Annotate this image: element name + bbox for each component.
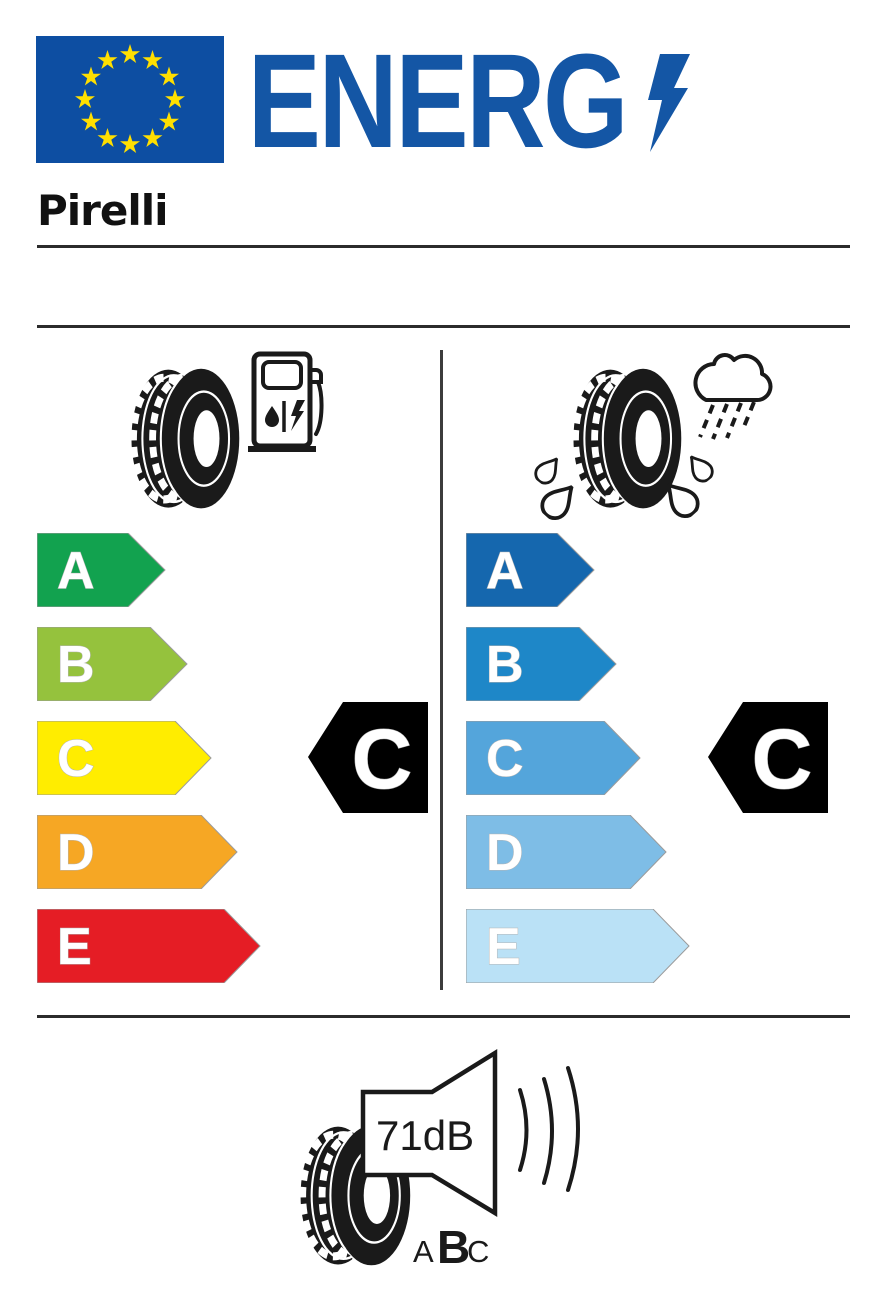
- column-divider: [440, 350, 443, 990]
- divider-top: [37, 245, 850, 248]
- class-letter: D: [57, 824, 95, 882]
- energ-logo: [246, 25, 666, 176]
- wet-class-arrow-b: [466, 627, 617, 701]
- noise-class-a: A: [413, 1234, 434, 1269]
- lightning-bolt-icon: [638, 54, 702, 154]
- wet-rating-indicator: [708, 702, 829, 813]
- tire-noise-speaker-icon: [290, 1040, 600, 1280]
- noise-value: 71dB: [376, 1112, 475, 1159]
- energ-logo-text: ENERG: [247, 25, 627, 176]
- fuel-rating-indicator: [308, 702, 429, 813]
- fuel-class-arrow-d: [37, 815, 238, 889]
- tire-icon-fuel: [126, 368, 242, 510]
- wet-class-arrow-d: [466, 815, 667, 889]
- rain-cloud-icon: [683, 348, 783, 440]
- class-letter: B: [57, 636, 95, 694]
- water-drop-icon: [681, 449, 718, 487]
- noise-class-b-selected: B: [437, 1221, 471, 1273]
- fuel-rating-letter: C: [351, 712, 413, 806]
- fuel-class-arrow-b: [37, 627, 188, 701]
- wet-class-arrow-c: [466, 721, 641, 795]
- fuel-class-arrow-c: [37, 721, 212, 795]
- class-letter: C: [486, 730, 524, 788]
- class-letter: A: [57, 542, 95, 600]
- sound-wave-arcs: [520, 1068, 578, 1190]
- eu-flag-icon: [36, 36, 224, 163]
- class-letter: C: [57, 730, 95, 788]
- rain-lines: [700, 402, 754, 439]
- wet-rating-letter: C: [751, 712, 813, 806]
- class-letter: E: [57, 918, 92, 976]
- class-letter: D: [486, 824, 524, 882]
- fuel-pump-icon: [246, 350, 326, 455]
- divider-sections: [37, 325, 850, 328]
- fuel-class-arrow-e: [37, 909, 261, 983]
- divider-noise: [37, 1015, 850, 1018]
- class-letter: B: [486, 636, 524, 694]
- noise-class-c: C: [467, 1234, 490, 1269]
- class-letter: A: [486, 542, 524, 600]
- fuel-class-arrow-a: [37, 533, 166, 607]
- wet-class-arrow-e: [466, 909, 690, 983]
- class-letter: E: [486, 918, 521, 976]
- wet-class-arrow-a: [466, 533, 595, 607]
- brand-name: Pirelli: [37, 186, 168, 235]
